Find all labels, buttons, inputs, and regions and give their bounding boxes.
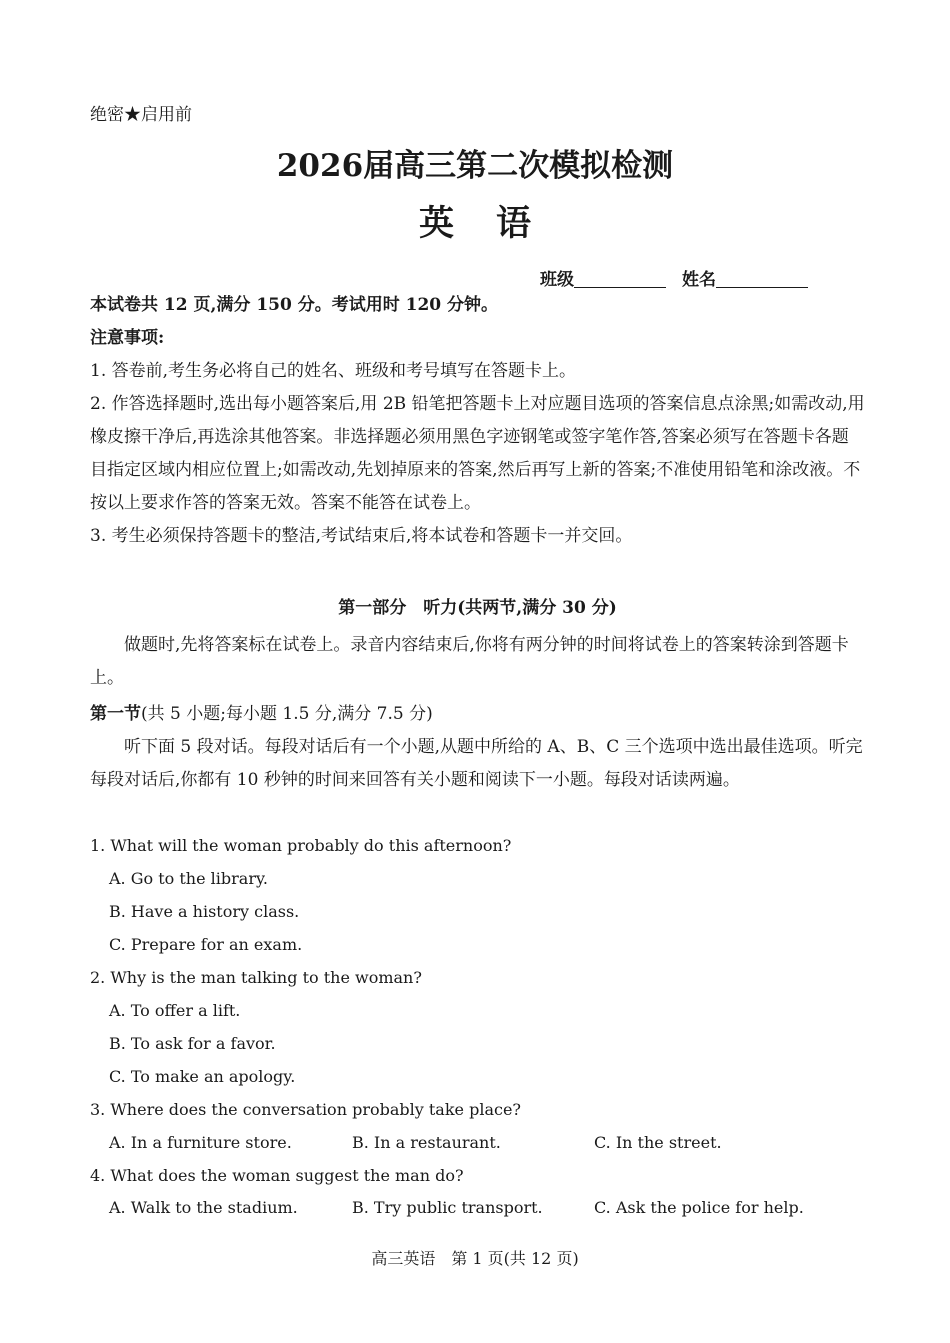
- section-title: 第一节: [90, 704, 141, 724]
- option: C. In the street.: [594, 1133, 722, 1152]
- option: C. Prepare for an exam.: [109, 935, 303, 954]
- student-fields: [540, 265, 808, 290]
- notice-item: 3. 考生必须保持答题卡的整洁,考试结束后,将本试卷和答题卡一并交回。: [90, 526, 633, 546]
- confidential-label: 绝密★启用前: [90, 105, 192, 125]
- exam-info: 本试卷共 12 页,满分 150 分。考试用时 120 分钟。: [90, 295, 499, 315]
- option: B. Have a history class.: [109, 902, 300, 921]
- notice-item: 2. 作答选择题时,选出每小题答案后,用 2B 铅笔把答题卡上对应题目选项的答案信息点涂黑;如需改动,用橡皮擦干净后,再选涂其他答案。非选择题必须用黑色字迹钢笔或签字笔作答,答案必须写在答题卡各题目指定区域内相应位置上;如需改动,先划掉原来的答案,然后再写上新的答案;不准使用铅笔和涂改液。不按以上要求作答的答案无效。答案不能答在试卷上。: [90, 394, 865, 513]
- name-label: 姓名: [682, 270, 716, 290]
- option: A. In a furniture store.: [109, 1133, 292, 1152]
- section-instructions: 听下面 5 段对话。每段对话后有一个小题,从题中所给的 A、B、C 三个选项中选出最佳选项。听完每段对话后,你都有 10 秒钟的时间来回答有关小题和阅读下一小题。每段对话读两遍。: [90, 737, 863, 790]
- section-heading: [90, 698, 865, 731]
- option: A. Go to the library.: [109, 869, 268, 888]
- notice-heading: 注意事项:: [90, 328, 165, 348]
- part-intro: 做题时,先将答案标在试卷上。录音内容结束后,你将有两分钟的时间将试卷上的答案转涂到答题卡上。: [90, 635, 849, 688]
- option: C. Ask the police for help.: [594, 1198, 804, 1217]
- subject-title: 英语: [418, 203, 573, 244]
- question-stem: 3. Where does the conversation probably take place?: [90, 1100, 521, 1119]
- option: A. To offer a lift.: [109, 1001, 241, 1020]
- option: A. Walk to the stadium.: [109, 1198, 298, 1217]
- section-detail: (共 5 小题;每小题 1.5 分,满分 7.5 分): [141, 704, 433, 724]
- question-stem: 1. What will the woman probably do this afternoon?: [90, 836, 512, 855]
- option: C. To make an apology.: [109, 1067, 296, 1086]
- exam-title: 2026届高三第二次模拟检测: [276, 148, 674, 184]
- page-footer: 高三英语 第 1 页(共 12 页): [371, 1249, 579, 1268]
- class-label: 班级: [540, 270, 574, 290]
- option: B. In a restaurant.: [352, 1133, 501, 1152]
- option: B. To ask for a favor.: [109, 1034, 276, 1053]
- class-blank: [574, 269, 666, 288]
- part-heading: 第一部分 听力(共两节,满分 30 分): [338, 598, 617, 618]
- question-stem: 4. What does the woman suggest the man do?: [90, 1166, 464, 1185]
- name-blank: [716, 269, 808, 288]
- question-stem: 2. Why is the man talking to the woman?: [90, 968, 422, 987]
- option: B. Try public transport.: [352, 1198, 543, 1217]
- notice-item: 1. 答卷前,考生务必将自己的姓名、班级和考号填写在答题卡上。: [90, 361, 577, 381]
